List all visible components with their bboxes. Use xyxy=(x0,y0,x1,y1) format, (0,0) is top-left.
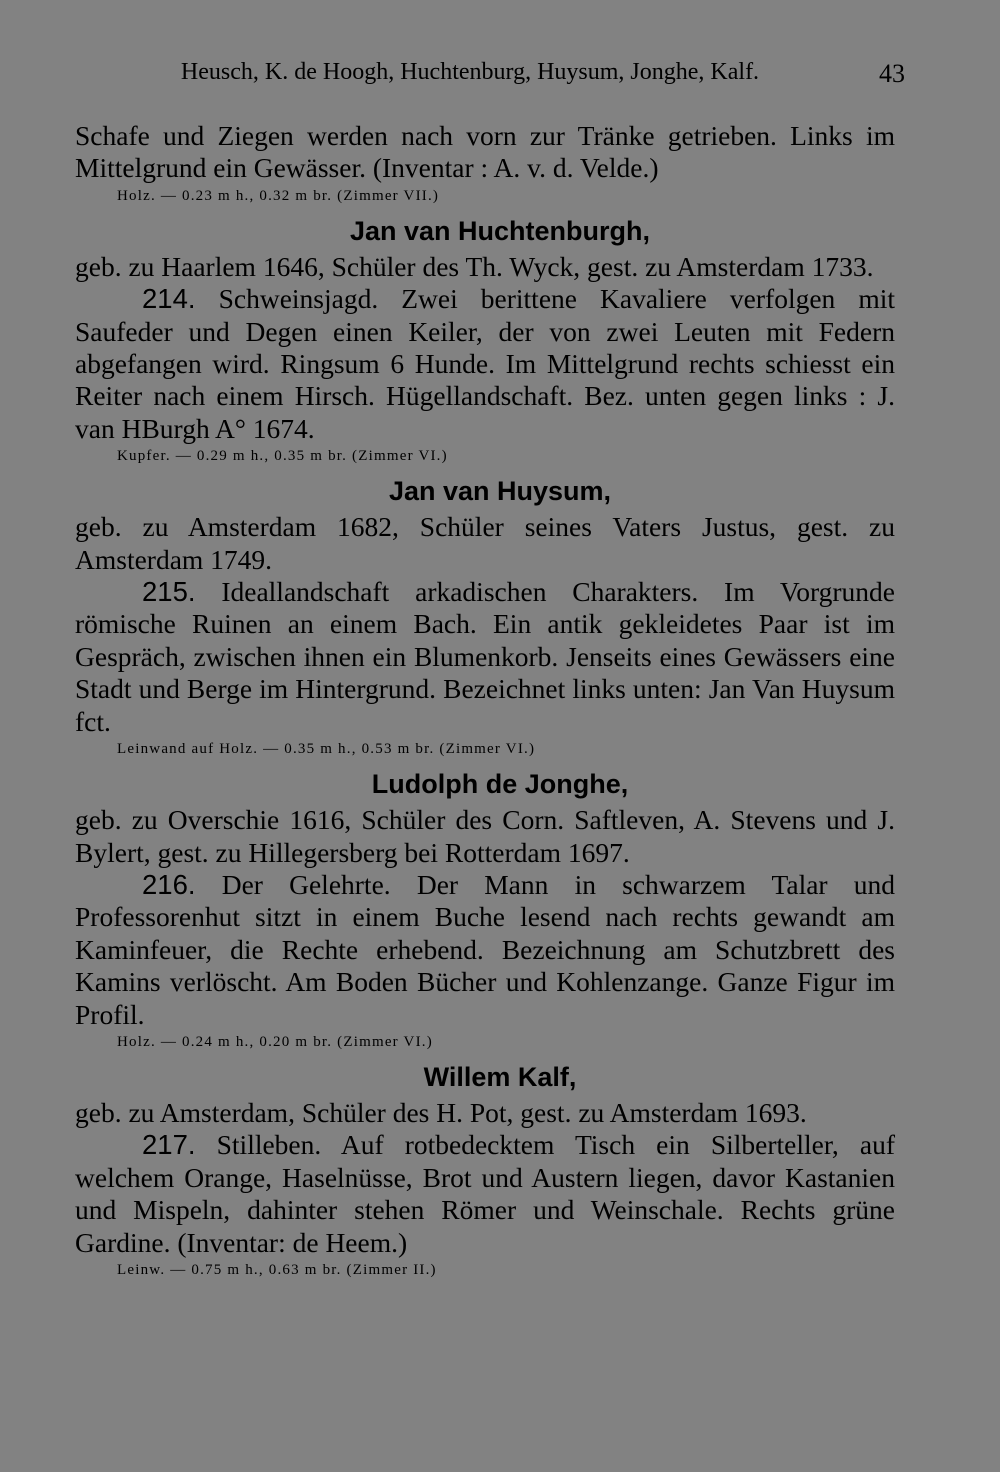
running-head xyxy=(75,52,905,92)
entry-meta: Leinw. — 0.75 m h., 0.63 m br. (Zimmer II.) xyxy=(117,1261,437,1278)
entry-meta: Leinwand auf Holz. — 0.35 m h., 0.53 m br. (Zimmer VI.) xyxy=(117,741,536,758)
entry-text: Schweinsjagd. Zwei berittene Kavaliere verfolgen mit Saufeder und Degen einen Keiler, der von zwei Leuten mit Federn abgefangen wird. Ringsum 6 Hunde. Im Mittelgrund rechts schiesst ein Reiter nach einem Hirsch. Hügellandschaft. Bez. unten gegen links : J. van HBurgh A° 1674. xyxy=(75,283,895,444)
artist-bio: geb. zu Amsterdam, Schüler des H. Pot, gest. zu Amsterdam 1693. xyxy=(75,1096,807,1128)
artist-bio: geb. zu Amsterdam 1682, Schüler seines Vaters Justus, gest. zu Amsterdam 1749. xyxy=(75,511,895,575)
entry-number: 215. xyxy=(142,576,196,608)
page-number: 43 xyxy=(879,59,905,88)
entry-text: Stilleben. Auf rotbedecktem Tisch ein Silberteller, auf welchem Orange, Haselnüsse, Brot und Austern liegen, davor Kastanien und Mispeln, dahinter stehen Römer und Weinschale. Rechts grüne Gardine. (Inventar: de Heem.) xyxy=(75,1129,896,1258)
running-head-title: Heusch, K. de Hoogh, Huchtenburg, Huysum, Jonghe, Kalf. xyxy=(180,59,760,85)
catalogue-entry xyxy=(75,1129,895,1259)
artist-name: Ludolph de Jonghe, xyxy=(371,769,629,800)
entry-meta: Kupfer. — 0.29 m h., 0.35 m br. (Zimmer VI.) xyxy=(117,448,448,465)
entry-number: 217. xyxy=(142,1129,196,1161)
entry-number: 214. xyxy=(142,283,196,315)
artist-bio: geb. zu Haarlem 1646, Schüler des Th. Wyck, gest. zu Amsterdam 1733. xyxy=(75,250,874,282)
entry-text: Der Gelehrte. Der Mann in schwarzem Talar und Professorenhut sitzt in einem Buche lesend nach rechts gewandt am Kaminfeuer, die Rechte erhebend. Bezeichnung am Schutzbrett des Kamins verlöscht. Am Boden Bücher und Kohlenzange. Ganze Figur im Profil. xyxy=(75,868,896,1030)
catalogue-entry xyxy=(75,869,895,1031)
entry-text: Ideallandschaft arkadischen Charakters. Im Vorgrunde römische Ruinen an einem Bach. Ein antik gekleidetes Paar ist im Gespräch, zwischen ihnen ein Blumenkorb. Jenseits eines Gewässers eine Stadt und Berge im Hintergrund. Bezeichnet links unten: Jan Van Huysum fct. xyxy=(75,576,895,737)
artist-name: Willem Kalf, xyxy=(423,1061,577,1092)
entry-meta: Holz. — 0.24 m h., 0.20 m br. (Zimmer VI.) xyxy=(117,1033,433,1050)
artist-bio: geb. zu Overschie 1616, Schüler des Corn. Saftleven, A. Stevens und J. Bylert, gest. zu Hillegersberg bei Rotterdam 1697. xyxy=(75,804,895,868)
catalogue-entry xyxy=(75,576,895,738)
catalogue-page xyxy=(75,52,905,1281)
continued-entry-text: Schafe und Ziegen werden nach vorn zur Tränke getrieben. Links im Mittelgrund ein Gewässer. (Inventar : A. v. d. Velde.) xyxy=(75,120,895,184)
artist-name: Jan van Huchtenburgh, xyxy=(349,215,651,246)
continued-entry-meta: Holz. — 0.23 m h., 0.32 m br. (Zimmer VII.) xyxy=(117,187,440,204)
artist-name: Jan van Huysum, xyxy=(388,476,612,507)
catalogue-entry xyxy=(75,283,895,445)
entry-number: 216. xyxy=(142,868,196,900)
